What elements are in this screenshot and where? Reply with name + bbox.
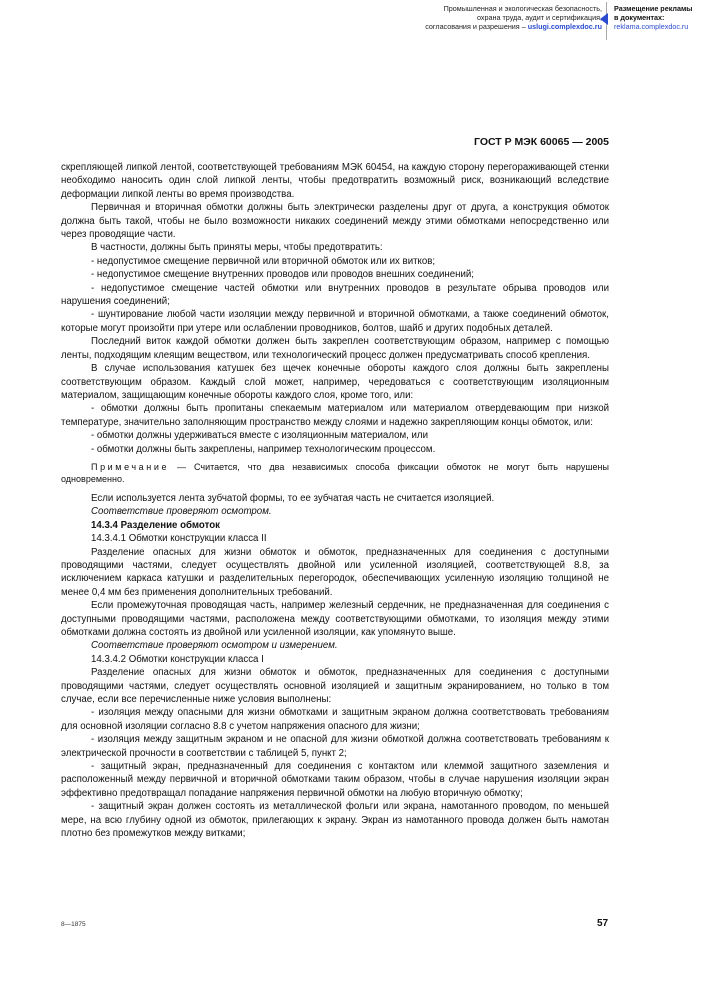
paragraph: Первичная и вторичная обмотки должны быть электрически разделены друг от друга, а конструкция обмоток должна быть такой, чтобы не было возможности никаких соединений между этими обмотками непосредственно или через проводящие части. (61, 202, 609, 241)
ad-line-text: согласования и разрешения – (425, 22, 528, 31)
arrow-left-icon (600, 13, 608, 25)
note (61, 461, 609, 486)
list-item: - изоляция между опасными для жизни обмотками и защитным экраном должна соответствовать требованиям для основной изоляции согласно 8.8 с учетом напряжения опасного для жизни; (61, 707, 609, 732)
paragraph: Разделение опасных для жизни обмоток и обмоток, предназначенных для соединения с доступными проводящими частями, следует осуществлять двойной или усиленной изоляцией, соответствующей 8.8, за исключением каркаса катушки и разделительных перегородок, обеспечивающих усиленную изоляцию толщиной не менее 0,4 мм без применения дополнительных требований. (61, 546, 609, 598)
list-item: - обмотки должны удерживаться вместе с изоляционным материалом, или (91, 430, 428, 442)
list-item: - изоляция между защитным экраном и не опасной для жизни обмоткой должна соответствовать требованиям к электрической прочности в соответствии с таблицей 5, пункт 2; (61, 734, 609, 759)
paragraph: Если промежуточная проводящая часть, например железный сердечник, не предназначенная для соединения с доступными проводящими частями, расположена между соответствующими обмотками, то изоляция между этими обмотками должна состоять из двойной или усиленной изоляции, как упомянуто выше. (61, 600, 609, 638)
standard-title: ГОСТ Р МЭК 60065 — 2005 (474, 136, 609, 148)
document-body (61, 161, 609, 841)
subsection-title: 14.3.4.2 Обмотки конструкции класса I (91, 653, 264, 665)
print-code: 8—1875 (61, 921, 86, 928)
list-item: - обмотки должны быть закреплены, например технологическим процессом. (91, 443, 436, 455)
compliance-check: Соответствие проверяют осмотром. (91, 506, 272, 518)
note-label: Примечание (91, 461, 170, 472)
ad-line: Промышленная и экологическая безопасность, (443, 4, 602, 13)
ad-placement-link[interactable]: reklama.complexdoc.ru (614, 22, 689, 31)
ad-services-link[interactable]: uslugi.complexdoc.ru (527, 22, 602, 31)
list-item: - защитный экран, предназначенный для соединения с контактом или клеммой защитного заземления и расположенный между первичной и вторичной обмотками таким образом, чтобы в случае нарушения изоляции экран эффективно предотвращал попадание напряжения первичной обмотки на любую вторичную обмотку; (61, 761, 609, 799)
subsection-title: 14.3.4.1 Обмотки конструкции класса II (91, 533, 267, 545)
list-item: - защитный экран должен состоять из металлической фольги или экрана, намотанного проводом, по меньшей мере, на всю глубину одной из обмоток, прилегающих к экрану. Экран из намотанного провода должен быть намотан плотно без промежутков между витками; (61, 801, 609, 840)
list-item: - шунтирование любой части изоляции между первичной и вторичной обмотками, а также соединений обмоток, которые могут произойти при утере или ослаблении проводников, болтов, шайб и других подобных деталей. (61, 309, 609, 334)
ad-line: охрана труда, аудит и сертификация, (477, 13, 602, 22)
list-item: - обмотки должны быть пропитаны спекаемым материалом или материалом отвердевающим при низкой температуре, значительно заполняющим пространство между слоями и надежно закрепляющим концы обмоток, или: (61, 403, 609, 428)
ad-placement-title: Размещение рекламы (614, 4, 693, 13)
section-heading: 14.3.4 Разделение обмоток (91, 519, 220, 531)
list-item: - недопустимое смещение внутренних проводов или проводов внешних соединений; (91, 269, 474, 281)
ad-placement-block (614, 4, 709, 31)
list-item: - недопустимое смещение первичной или вторичной обмоток или их витков; (91, 255, 436, 267)
list-item: - недопустимое смещение частей обмотки или внутренних проводов в результате обрыва проводов или нарушения соединений; (61, 282, 609, 308)
ad-services-block (402, 4, 602, 31)
ad-line (402, 22, 602, 31)
note-text: — Считается, что два независимых способа фиксации обмоток не могут быть нарушены одновременно. (61, 461, 609, 485)
paragraph: В частности, должны быть приняты меры, чтобы предотвратить: (91, 242, 383, 254)
paragraph: В случае использования катушек без щечек конечные обороты каждого слоя должны быть закреплены соответствующим образом. Каждый слой может, например, чередоваться с соответствующим изоляционным материалом, защищающим конечные обороты каждого слоя, кроме того, или: (61, 363, 609, 401)
paragraph: скрепляющей липкой лентой, соответствующей требованиям МЭК 60454, на каждую сторону перегораживающей стенки необходимо наносить один слой липкой ленты, чтобы предотвратить возможный риск, возникающий вследствие деформации липкой ленты во время производства. (61, 162, 609, 200)
paragraph: Последний виток каждой обмотки должен быть закреплен соответствующим образом, например с помощью ленты, подходящим клеящим веществом, или технологический процесс должен предусматривать способ крепления. (61, 336, 609, 361)
paragraph: Если используется лента зубчатой формы, то ее зубчатая часть не считается изоляцией. (91, 492, 495, 504)
page-number: 57 (597, 918, 609, 929)
paragraph: Разделение опасных для жизни обмоток и обмоток, предназначенных для соединения с доступными проводящими частями, следует осуществлять основной изоляцией и защитным экранированием, но только в том случае, если все перечисленные ниже условия выполнены: (61, 667, 609, 706)
ad-placement-subtitle: в документах: (614, 13, 665, 22)
compliance-check: Соответствие проверяют осмотром и измерением. (91, 640, 338, 652)
